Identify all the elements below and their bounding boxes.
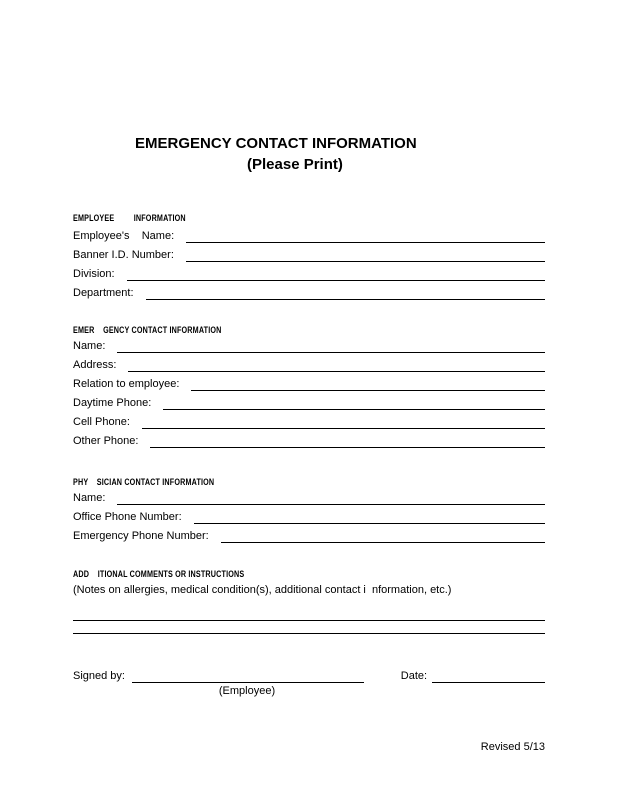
department-line[interactable] (146, 280, 545, 300)
department-label: Department: (73, 287, 134, 299)
relation-line[interactable] (191, 371, 545, 391)
contact-name-label: Name: (73, 340, 106, 352)
relation-label: Relation to employee: (73, 378, 180, 390)
signed-by-label: Signed by: (73, 670, 125, 682)
field-row-contact-name (73, 334, 545, 353)
revision-note: Revised 5/13 (480, 741, 545, 753)
comments-note: (Notes on allergies, medical condition(s), additional contact i nformation, etc.) (73, 584, 452, 596)
field-row-employee-name (73, 224, 545, 243)
signature-line[interactable] (132, 670, 364, 683)
section-header-comments-text: ADD ITIONAL COMMENTS OR INSTRUCTIONS (73, 569, 245, 579)
division-label: Division: (73, 268, 115, 280)
office-phone-label: Office Phone Number: (73, 511, 182, 523)
date-label: Date: (400, 670, 428, 682)
emergency-phone-label: Emergency Phone Number: (73, 530, 209, 542)
section-emergency-contact (73, 323, 545, 448)
field-row-banner-id (73, 243, 545, 262)
section-header-comments (73, 567, 545, 578)
division-line[interactable] (127, 261, 545, 281)
field-row-daytime-phone (73, 391, 545, 410)
field-row-relation (73, 372, 545, 391)
field-row-emergency-phone (73, 524, 545, 543)
daytime-phone-label: Daytime Phone: (73, 397, 152, 409)
comments-line-2[interactable] (73, 633, 545, 634)
field-row-contact-address (73, 353, 545, 372)
employee-fields (73, 224, 545, 300)
employee-caption: (Employee) (218, 685, 276, 697)
field-row-department (73, 281, 545, 300)
section-header-physician-text: PHY SICIAN CONTACT INFORMATION (73, 477, 215, 487)
contact-address-label: Address: (73, 359, 117, 371)
daytime-phone-line[interactable] (163, 390, 545, 410)
field-row-other-phone (73, 429, 545, 448)
banner-id-line[interactable] (186, 242, 545, 262)
field-row-cell-phone (73, 410, 545, 429)
field-row-physician-name (73, 486, 545, 505)
office-phone-line[interactable] (194, 504, 545, 524)
form-title: EMERGENCY CONTACT INFORMATION (135, 135, 417, 152)
section-header-emergency-text: EMER GENCY CONTACT INFORMATION (73, 325, 222, 335)
section-employee-information (73, 211, 545, 300)
signature-row (73, 671, 545, 683)
comments-line-1[interactable] (73, 620, 545, 621)
physician-name-label: Name: (73, 492, 106, 504)
contact-address-line[interactable] (128, 352, 545, 372)
employee-name-label: Employee's Name: (73, 230, 175, 242)
physician-fields (73, 486, 545, 543)
form-subtitle: (Please Print) (247, 156, 343, 173)
date-line[interactable] (432, 670, 545, 683)
emergency-phone-line[interactable] (221, 523, 545, 543)
cell-phone-line[interactable] (142, 409, 545, 429)
field-row-division (73, 262, 545, 281)
field-row-office-phone (73, 505, 545, 524)
banner-id-label: Banner I.D. Number: (73, 249, 174, 261)
other-phone-label: Other Phone: (73, 435, 139, 447)
emergency-fields (73, 334, 545, 448)
cell-phone-label: Cell Phone: (73, 416, 130, 428)
physician-name-line[interactable] (117, 485, 545, 505)
contact-name-line[interactable] (117, 333, 545, 353)
section-additional-comments (73, 567, 545, 597)
section-header-employee (73, 211, 545, 222)
section-header-employee-text: EMPLOYEE INFORMATION (73, 213, 186, 223)
employee-name-line[interactable] (186, 223, 545, 243)
other-phone-line[interactable] (150, 428, 545, 448)
section-physician-contact (73, 475, 545, 543)
